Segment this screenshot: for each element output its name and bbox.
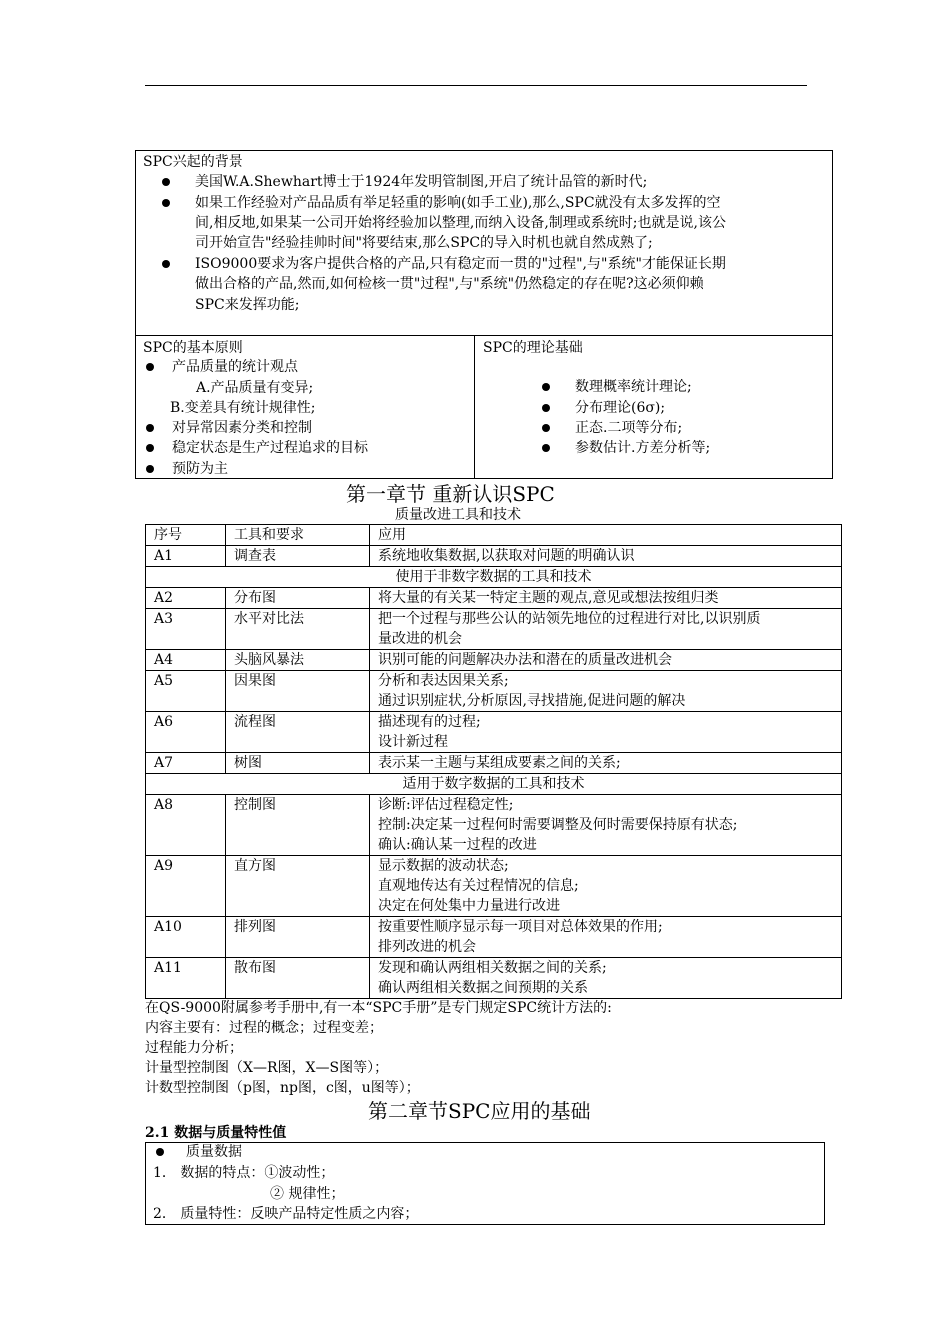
row-application — [370, 588, 842, 609]
background-bullet-2-line-1: 如果工作经验对产品品质有举足轻重的影响(如手工业),那么,SPC就没有太多发挥的空 — [195, 195, 721, 211]
background-bullet-2-line-2: 间,相反地,如果某一公司开始将经验加以整理,而纳入设备,制理或系统时;也就是说,该公 — [195, 215, 726, 231]
header-rule — [145, 85, 807, 86]
row-application — [370, 958, 842, 999]
application-line: 系统地收集数据,以获取对问题的明确认识 — [378, 548, 635, 564]
application-line: 按重要性顺序显示每一项目对总体效果的作用; — [378, 919, 663, 935]
row-number: A10 — [146, 917, 226, 958]
row-number: A2 — [146, 588, 226, 609]
table-row — [146, 712, 842, 753]
application-line: 通过识别症状,分析原因,寻找措施,促进问题的解决 — [378, 693, 686, 709]
application-line: 表示某一主题与某组成要素之间的关系; — [378, 755, 621, 771]
row-tool: 流程图 — [226, 712, 370, 753]
application-line: 显示数据的波动状态; — [378, 858, 509, 874]
qs-line-1: 在QS-9000附属参考手册中,有一本“SPC手册”是专门规定SPC统计方法的: — [145, 1000, 612, 1016]
quality-data-title: 质量数据 — [186, 1144, 242, 1160]
principles-divider — [474, 335, 475, 479]
background-bullet-3-line-2: 做出合格的产品,然而,如何检核一贯"过程",与"系统"仍然稳定的存在呢?这必须仰赖 — [195, 276, 704, 292]
bullet-icon — [146, 444, 154, 452]
background-title: SPC兴起的背景 — [143, 154, 243, 170]
table-row — [146, 917, 842, 958]
principles-bullet-1: 产品质量的统计观点 — [172, 359, 298, 375]
row-tool: 因果图 — [226, 671, 370, 712]
table-row — [146, 588, 842, 609]
table-row — [146, 795, 842, 856]
row-number: A7 — [146, 753, 226, 774]
background-bullet-2-line-3: 司开始宣告"经验挂帅时间"将要结束,那么SPC的导入时机也就自然成熟了; — [195, 235, 653, 251]
application-line: 确认:确认某一过程的改进 — [378, 837, 537, 853]
theory-item-4: 参数估计.方差分析等; — [575, 440, 711, 456]
row-number: A9 — [146, 856, 226, 917]
application-line: 确认两组相关数据之间预期的关系 — [378, 980, 588, 996]
row-number: A8 — [146, 795, 226, 856]
application-line: 把一个过程与那些公认的站领先地位的过程进行对比,以识别质 — [378, 611, 761, 627]
row-number: A6 — [146, 712, 226, 753]
principles-bullet-4: 预防为主 — [172, 461, 228, 477]
row-number: A5 — [146, 671, 226, 712]
application-line: 排列改进的机会 — [378, 939, 476, 955]
row-number: A3 — [146, 609, 226, 650]
row-number: A11 — [146, 958, 226, 999]
row-application — [370, 712, 842, 753]
principles-sub-2: B.变差具有统计规律性; — [170, 400, 316, 416]
application-line: 将大量的有关某一特定主题的观点,意见或想法按组归类 — [378, 590, 719, 606]
row-tool: 树图 — [226, 753, 370, 774]
section-label: 适用于数字数据的工具和技术 — [146, 774, 842, 795]
quality-data-item-1b: ② 规律性； — [270, 1186, 345, 1202]
application-line: 设计新过程 — [378, 734, 448, 750]
theory-item-1: 数理概率统计理论; — [575, 379, 692, 395]
header-cell: 工具和要求 — [226, 525, 370, 546]
bullet-icon — [542, 424, 550, 432]
qs-line-2: 内容主要有：过程的概念；过程变差； — [145, 1020, 383, 1036]
table-section-row — [146, 567, 842, 588]
table-row — [146, 609, 842, 650]
bullet-icon — [542, 383, 550, 391]
bullet-icon — [542, 444, 550, 452]
bullet-icon — [146, 424, 154, 432]
row-application — [370, 753, 842, 774]
application-line: 描述现有的过程; — [378, 714, 481, 730]
application-line: 发现和确认两组相关数据之间的关系; — [378, 960, 607, 976]
principles-title: SPC的基本原则 — [143, 340, 243, 356]
application-line: 分析和表达因果关系; — [378, 673, 509, 689]
table-row — [146, 753, 842, 774]
row-tool: 直方图 — [226, 856, 370, 917]
application-line: 识别可能的问题解决办法和潜在的质量改进机会 — [378, 652, 672, 668]
principles-bullet-2: 对异常因素分类和控制 — [172, 420, 312, 436]
row-tool: 排列图 — [226, 917, 370, 958]
row-tool: 调查表 — [226, 546, 370, 567]
row-tool: 控制图 — [226, 795, 370, 856]
application-line: 决定在何处集中力量进行改进 — [378, 898, 560, 914]
row-number: A1 — [146, 546, 226, 567]
row-application — [370, 856, 842, 917]
row-application — [370, 609, 842, 650]
bullet-icon — [146, 363, 154, 371]
table-row — [146, 958, 842, 999]
quality-data-item-1: 1． 数据的特点：①波动性； — [153, 1165, 335, 1181]
row-application — [370, 546, 842, 567]
row-application — [370, 795, 842, 856]
row-application — [370, 917, 842, 958]
background-bullet-3-line-1: ISO9000要求为客户提供合格的产品,只有稳定而一贯的"过程",与"系统"才能保证长期 — [195, 256, 726, 272]
application-line: 量改进的机会 — [378, 631, 462, 647]
qs-line-4: 计量型控制图（X—R图，X—S图等）； — [145, 1060, 389, 1076]
principles-sub-1: A.产品质量有变异; — [196, 380, 314, 396]
row-tool: 散布图 — [226, 958, 370, 999]
application-line: 诊断:评估过程稳定性; — [378, 797, 514, 813]
theory-item-3: 正态.二项等分布; — [575, 420, 683, 436]
theory-item-2: 分布理论(6σ); — [575, 400, 666, 416]
application-line: 控制:决定某一过程何时需要调整及何时需要保持原有状态; — [378, 817, 738, 833]
background-bullet-3-line-3: SPC来发挥功能; — [195, 297, 300, 313]
table-row — [146, 671, 842, 712]
row-application — [370, 650, 842, 671]
header-cell: 序号 — [146, 525, 226, 546]
bullet-icon — [542, 404, 550, 412]
principles-bullet-3: 稳定状态是生产过程追求的目标 — [172, 440, 368, 456]
row-tool: 分布图 — [226, 588, 370, 609]
qs-line-3: 过程能力分析； — [145, 1040, 243, 1056]
bullet-icon — [162, 260, 170, 268]
section-2-1-heading: 2.1 数据与质量特性值 — [145, 1125, 287, 1141]
row-tool: 水平对比法 — [226, 609, 370, 650]
table-row — [146, 546, 842, 567]
chapter1-subtitle: 质量改进工具和技术 — [395, 507, 521, 523]
table-section-row — [146, 774, 842, 795]
row-tool: 头脑风暴法 — [226, 650, 370, 671]
quality-data-item-2: 2． 质量特性：反映产品特定性质之内容； — [153, 1206, 419, 1222]
bullet-icon — [162, 178, 170, 186]
qs-line-5: 计数型控制图（p图，np图，c图，u图等）； — [145, 1080, 420, 1096]
bullet-icon — [156, 1148, 164, 1156]
theory-title: SPC的理论基础 — [483, 340, 583, 356]
header-cell: 应用 — [370, 525, 842, 546]
chapter1-title: 第一章节 重新认识SPC — [346, 482, 555, 506]
bullet-icon — [146, 465, 154, 473]
row-number: A4 — [146, 650, 226, 671]
application-line: 直观地传达有关过程情况的信息; — [378, 878, 579, 894]
table-row — [146, 856, 842, 917]
table-header-row — [146, 525, 842, 546]
table-row — [146, 650, 842, 671]
background-bullet-1: 美国W.A.Shewhart博士于1924年发明管制图,开启了统计品管的新时代; — [195, 174, 648, 190]
chapter2-title: 第二章节SPC应用的基础 — [368, 1099, 591, 1123]
row-application — [370, 671, 842, 712]
tools-table — [145, 524, 842, 999]
section-label: 使用于非数字数据的工具和技术 — [146, 567, 842, 588]
bullet-icon — [162, 199, 170, 207]
